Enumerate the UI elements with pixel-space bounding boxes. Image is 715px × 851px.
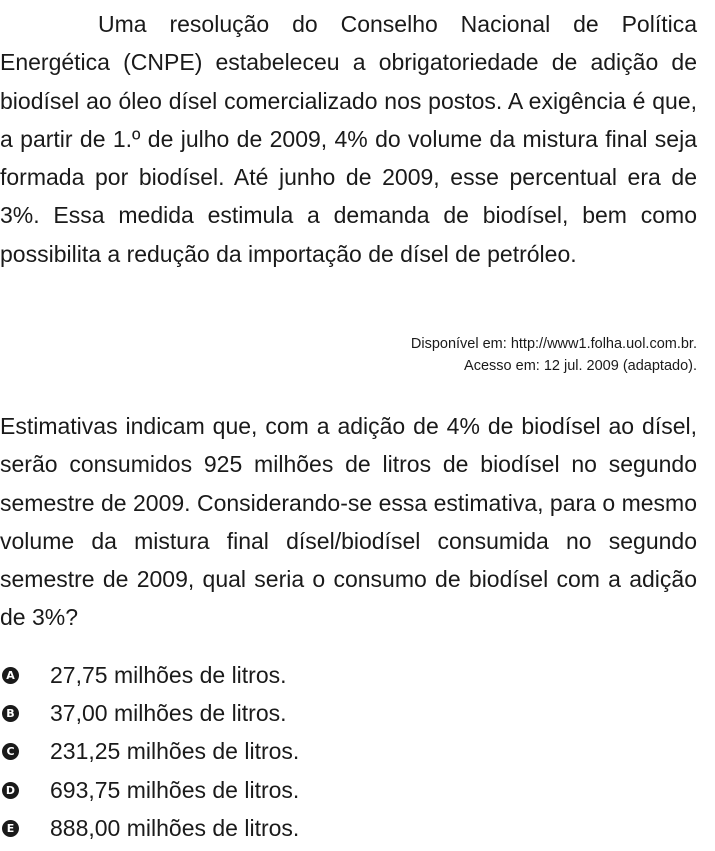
- source-citation: [0, 333, 697, 377]
- option-d-letter-icon: D: [2, 782, 19, 799]
- option-d-text: 693,75 milhões de litros.: [50, 776, 300, 803]
- option-e-letter-icon: E: [2, 820, 19, 837]
- option-a-letter-icon: A: [2, 667, 19, 684]
- option-e-text: 888,00 milhões de litros.: [50, 814, 300, 841]
- answer-options: [0, 656, 697, 847]
- intro-paragraph: Uma resolução do Conselho Nacional de Política Energética (CNPE) estabeleceu a obrigatoriedade de adição de biodísel ao óleo dísel comercializado nos postos. A exigência é que, a partir de 1.º de julho de 2009, 4% do volume da mistura final seja formada por biodísel. Até junho de 2009, esse percentual era de 3%. Essa medida estimula a demanda de biodísel, bem como possibilita a redução da importação de dísel de petróleo.: [0, 11, 697, 267]
- option-a-text: 27,75 milhões de litros.: [50, 661, 287, 688]
- option-e[interactable]: [0, 809, 697, 847]
- option-c-letter-icon: C: [2, 743, 19, 760]
- option-c-text: 231,25 milhões de litros.: [50, 738, 300, 765]
- option-d[interactable]: [0, 771, 697, 809]
- option-c[interactable]: [0, 733, 697, 771]
- option-b[interactable]: [0, 694, 697, 732]
- source-line-1: Disponível em: http://www1.folha.uol.com.br.: [410, 336, 697, 352]
- option-b-text: 37,00 milhões de litros.: [50, 699, 287, 726]
- source-line-2: Acesso em: 12 jul. 2009 (adaptado).: [464, 358, 697, 374]
- question-paragraph: Estimativas indicam que, com a adição de 4% de biodísel ao dísel, serão consumidos 925 milhões de litros de biodísel no segundo semestre de 2009. Considerando-se essa estimativa, para o mesmo volume da mistura final dísel/biodísel consumida no segundo semestre de 2009, qual seria o consumo de biodísel com a adição de 3%?: [0, 413, 697, 631]
- option-a[interactable]: [0, 656, 697, 694]
- option-b-letter-icon: B: [2, 705, 19, 722]
